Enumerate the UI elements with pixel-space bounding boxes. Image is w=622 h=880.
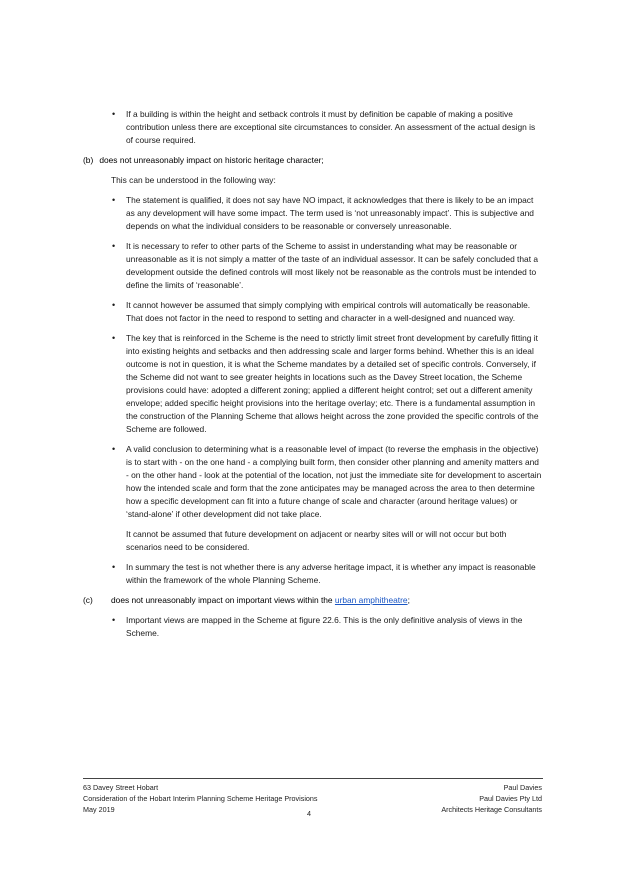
footer-left [83, 782, 318, 815]
bullet-text: It cannot however be assumed that simply complying with empirical controls will automatically be reasonable. That does not factor in the need to respond to setting and character in a well-designed and nuanced way. [126, 300, 531, 323]
section-heading-b [83, 154, 543, 167]
bullet-item [83, 443, 543, 521]
bullet-icon: • [112, 300, 116, 310]
section-heading-tail: ; [407, 595, 410, 605]
page-content [83, 108, 543, 647]
bullet-item [83, 561, 543, 587]
intro-paragraph: This can be understood in the following way: [111, 175, 276, 185]
bullet-icon: • [112, 109, 116, 119]
section-label: (b) [83, 155, 94, 165]
indented-paragraph: It cannot be assumed that future development on adjacent or nearby sites will or will not occur but both scenarios need to be considered. [126, 529, 507, 552]
bullet-icon: • [112, 444, 116, 454]
bullet-icon: • [112, 195, 116, 205]
footer-firm-type: Architects Heritage Consultants [441, 805, 542, 814]
page-number: 4 [307, 809, 311, 818]
footer-company: Paul Davies Pty Ltd [479, 794, 542, 803]
footer-right [441, 782, 542, 815]
bullet-text: It is necessary to refer to other parts of the Scheme to assist in understanding what may be reasonable or unreasonable as it is not simply a matter of the taste of an individual assessor. It can be safely concluded that a development outside the defined controls will most likely not be reasonable as the controls must be intended to define the limits of ‘reasonable’. [126, 241, 539, 290]
bullet-item [83, 240, 543, 292]
section-heading-text: does not unreasonably impact on historic heritage character; [99, 155, 324, 165]
bullet-item [83, 299, 543, 325]
bullet-text: Important views are mapped in the Scheme at figure 22.6. This is the only definitive analysis of views in the Scheme. [126, 615, 523, 638]
bullet-item [83, 332, 543, 436]
bullet-icon: • [112, 241, 116, 251]
section-heading-text: does not unreasonably impact on important views within the [111, 595, 335, 605]
footer-report-title: Consideration of the Hobart Interim Planning Scheme Heritage Provisions [83, 794, 318, 803]
bullet-icon: • [112, 562, 116, 572]
bullet-text: A valid conclusion to determining what is a reasonable level of impact (to reverse the emphasis in the objective) is to start with - on the one hand - a complying built form, then consider other planning and amenity matters and - on the other hand - look at the potential of the location, not just the immediate site for development to ascertain how the intended scale and form that the zone anticipates may be managed across the area to then determine how a specific development can fit into a future change of scale and character (around heritage values) or ‘stand-alone’ if other development did not take place. [126, 444, 542, 519]
bullet-item [83, 614, 543, 640]
footer-address: 63 Davey Street Hobart [83, 783, 159, 792]
footer-author: Paul Davies [503, 783, 542, 792]
bullet-item [83, 194, 543, 233]
section-label: (c) [83, 595, 93, 605]
footer-date: May 2019 [83, 805, 115, 814]
bullet-text: In summary the test is not whether there is any adverse heritage impact, it is whether any impact is reasonable within the framework of the whole Planning Scheme. [126, 562, 536, 585]
bullet-text: The statement is qualified, it does not say have NO impact, it acknowledges that there is likely to be an impact as any development will have some impact. The term used is ‘not unreasonably impact’. This is subjective and depends on what the individual considers to be reasonable or conversely unreasonable. [126, 195, 534, 231]
bullet-icon: • [112, 333, 116, 343]
bullet-item [83, 108, 543, 147]
bullet-icon: • [112, 615, 116, 625]
bullet-text: The key that is reinforced in the Scheme is the need to strictly limit street front development by carefully fitting it into existing heights and setbacks and then addressing scale and larger forms behind. Whether this is an ideal outcome is not in question, it is what the Scheme mandates by a detailed set of specific controls. Conversely, if the Scheme did not want to see greater heights in locations such as the Davey Street location, the Scheme provisions could have: adopted a different zoning; applied a different height control; set out a different amenity envelope; added specific height provisions into the heritage overlay; etc. There is a fundamental assumption in the construction of the Planning Scheme that allows height across the zone provided the specific controls of the Scheme are followed. [126, 333, 539, 434]
urban-amphitheatre-link[interactable]: urban amphitheatre [334, 595, 408, 605]
section-heading-c [83, 594, 543, 607]
footer-divider [83, 778, 543, 779]
bullet-text: If a building is within the height and setback controls it must by definition be capable of making a positive contribution unless there are exceptional site circumstances to consider. An assessment of the actual design is of course required. [126, 109, 536, 145]
